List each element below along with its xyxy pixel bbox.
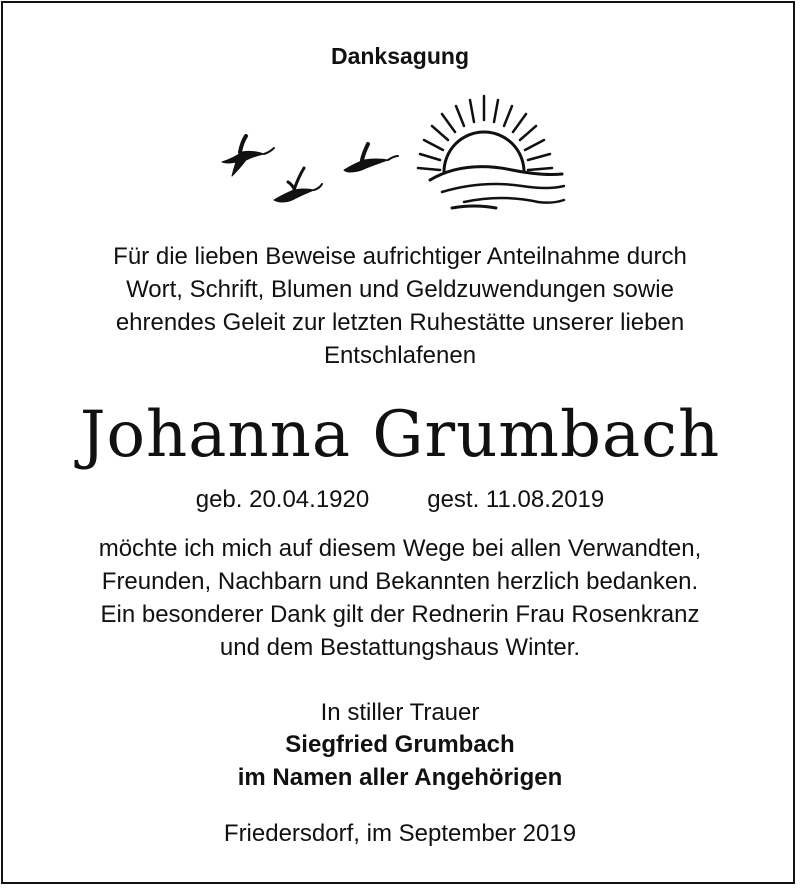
setting-sun-icon bbox=[418, 96, 564, 208]
life-dates bbox=[0, 484, 800, 516]
mourning-line: In stiller Trauer bbox=[320, 699, 480, 726]
thanks-line: und dem Bestattungshaus Winter. bbox=[219, 634, 581, 661]
thanks-line: möchte ich mich auf diesem Wege bei allen Verwandten, bbox=[98, 535, 702, 562]
signature-block bbox=[0, 728, 800, 794]
thanks-text bbox=[0, 532, 800, 664]
flying-birds-icon bbox=[222, 136, 398, 202]
signature-family: im Namen aller Angehörigen bbox=[237, 764, 563, 791]
thanks-line: Ein besonderer Dank gilt der Rednerin Frau Rosenkranz bbox=[100, 601, 700, 628]
signature-name: Siegfried Grumbach bbox=[285, 731, 515, 758]
intro-line: ehrendes Geleit zur letzten Ruhestätte unserer lieben bbox=[115, 309, 685, 336]
intro-text bbox=[0, 240, 800, 372]
sunset-birds-illustration bbox=[212, 90, 572, 220]
notice-heading: Danksagung bbox=[330, 43, 470, 69]
intro-line: Entschlafenen bbox=[323, 342, 477, 369]
deceased-name: Johanna Grumbach bbox=[79, 398, 721, 472]
intro-line: Für die lieben Beweise aufrichtiger Anteilnahme durch bbox=[113, 243, 687, 270]
thanks-line: Freunden, Nachbarn und Bekannten herzlich bedanken. bbox=[101, 568, 699, 595]
place-date: Friedersdorf, im September 2019 bbox=[223, 820, 577, 847]
death-date: gest. 11.08.2019 bbox=[427, 486, 605, 513]
birth-date: geb. 20.04.1920 bbox=[195, 486, 370, 513]
intro-line: Wort, Schrift, Blumen und Geldzuwendungen sowie bbox=[126, 276, 674, 303]
